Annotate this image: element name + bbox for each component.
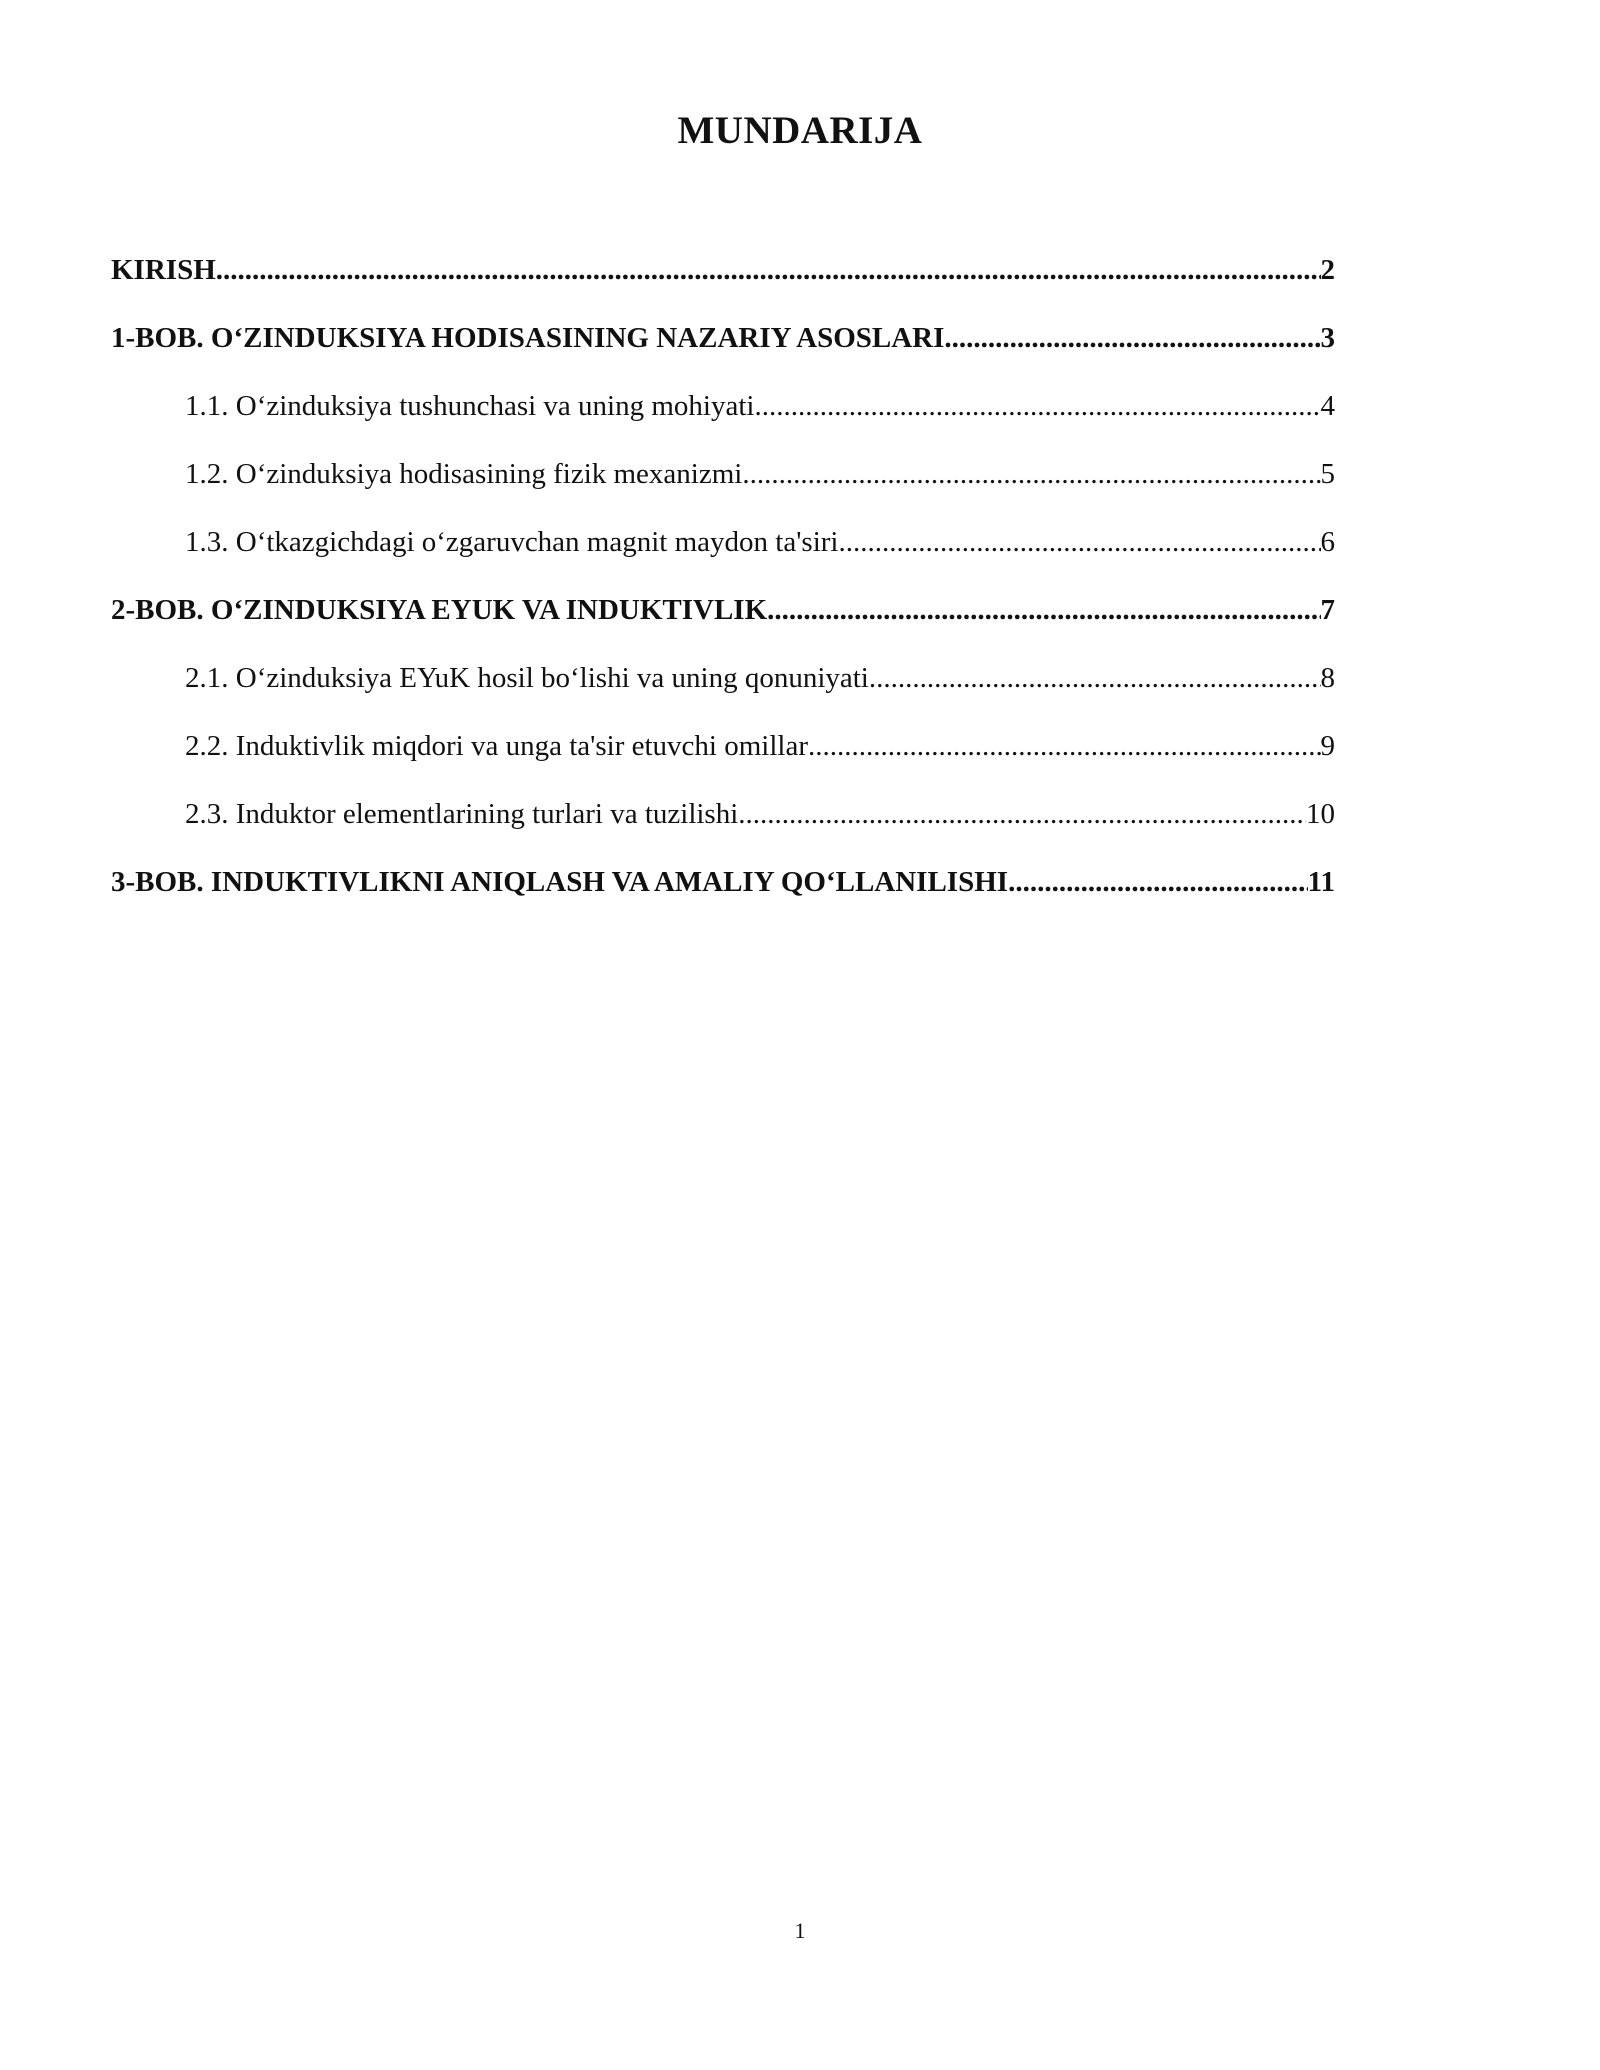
toc-entry-chapter-3[interactable] (111, 864, 1335, 932)
dot-leader (839, 524, 1321, 560)
toc-entry-label: 1-BOB. O‘ZINDUKSIYA HODISASINING NAZARIY ASOSLARI (111, 322, 945, 354)
toc-entry-label: 1.2. O‘zinduksiya hodisasining fizik mexanizmi (185, 458, 743, 490)
toc-entry-section-2-2[interactable] (111, 728, 1335, 796)
dot-leader (754, 388, 1320, 424)
dot-leader (869, 660, 1321, 696)
toc-entry-section-1-2[interactable] (111, 456, 1335, 524)
toc-entry-label: 2.3. Induktor elementlarining turlari va tuzilishi (185, 798, 739, 830)
toc-entry-page: 9 (1320, 730, 1335, 762)
page-number: 1 (794, 1918, 806, 1943)
page-title: MUNDARIJA (677, 109, 923, 152)
toc-entry-page: 6 (1320, 526, 1335, 558)
toc-entry-chapter-2[interactable] (111, 592, 1335, 660)
toc-entry-page: 3 (1320, 322, 1335, 354)
dot-leader (738, 796, 1306, 832)
toc-entry-page: 4 (1320, 390, 1335, 422)
toc-entry-label: 1.3. O‘tkazgichdagi o‘zgaruvchan magnit maydon ta'siri (185, 526, 839, 558)
dot-leader (808, 728, 1321, 764)
toc-entry-label: 2.1. O‘zinduksiya EYuK hosil bo‘lishi va uning qonuniyati (185, 662, 869, 694)
table-of-contents (111, 252, 1335, 932)
toc-entry-section-1-3[interactable] (111, 524, 1335, 592)
toc-entry-section-2-3[interactable] (111, 796, 1335, 864)
toc-entry-page: 7 (1320, 594, 1335, 626)
dot-leader (742, 456, 1320, 492)
toc-entry-page: 2 (1320, 254, 1335, 286)
toc-entry-label: KIRISH (111, 254, 216, 286)
toc-entry-label: 2.2. Induktivlik miqdori va unga ta'sir etuvchi omillar (185, 730, 808, 762)
toc-entry-label: 3-BOB. INDUKTIVLIKNI ANIQLASH VA AMALIY QO‘LLANILISHI (111, 866, 1009, 898)
toc-entry-section-1-1[interactable] (111, 388, 1335, 456)
toc-entry-page: 8 (1320, 662, 1335, 694)
toc-entry-page: 10 (1306, 798, 1335, 830)
toc-entry-section-2-1[interactable] (111, 660, 1335, 728)
dot-leader (216, 252, 1321, 288)
toc-entry-page: 11 (1307, 866, 1335, 898)
toc-entry-chapter-1[interactable] (111, 320, 1335, 388)
toc-entry-label: 1.1. O‘zinduksiya tushunchasi va uning mohiyati (185, 390, 755, 422)
toc-entry-page: 5 (1320, 458, 1335, 490)
dot-leader (944, 320, 1320, 356)
dot-leader (767, 592, 1320, 628)
toc-entry-label: 2-BOB. O‘ZINDUKSIYA EYUK VA INDUKTIVLIK (111, 594, 768, 626)
dot-leader (1008, 864, 1308, 900)
toc-entry-kirish[interactable] (111, 252, 1335, 320)
